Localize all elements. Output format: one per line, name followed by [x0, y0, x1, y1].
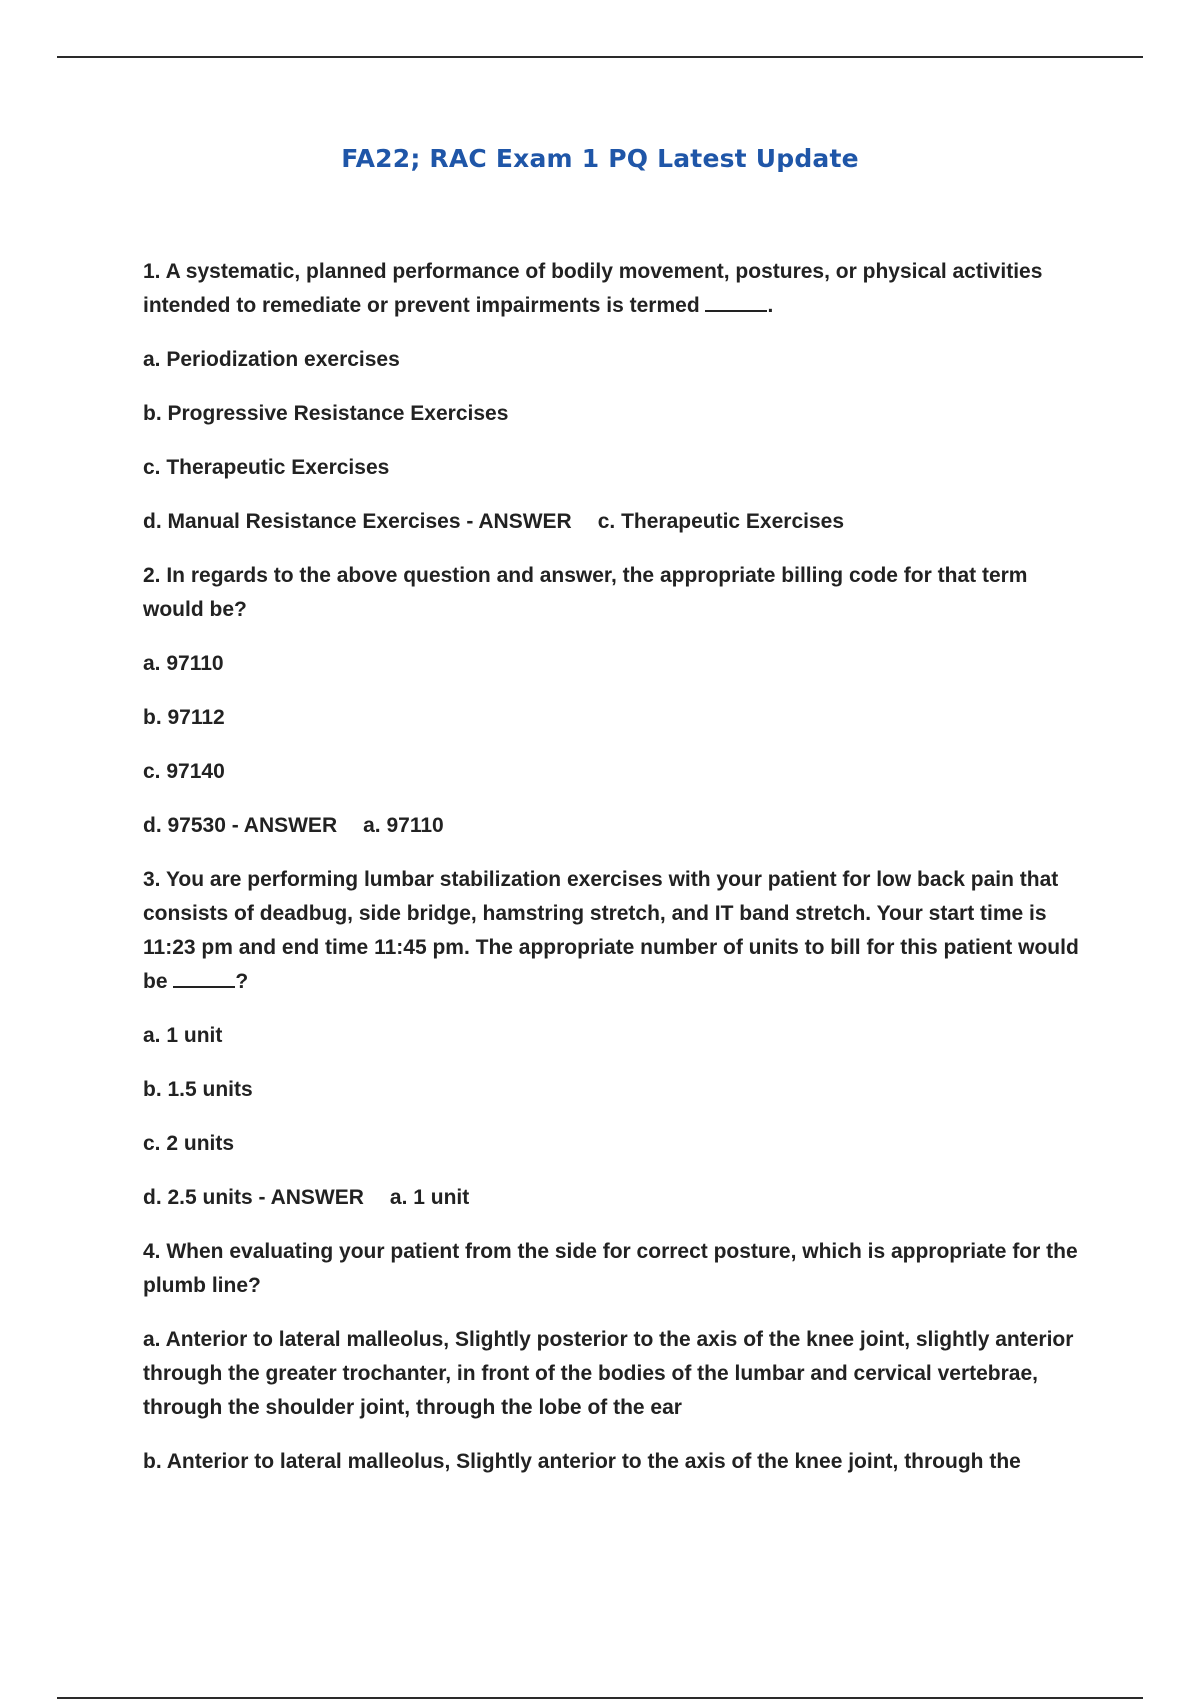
question-4-stem: 4. When evaluating your patient from the side for correct posture, which is appropriate for the plumb line? [143, 1240, 1078, 1297]
question-3-stem: 3. You are performing lumbar stabilization exercises with your patient for low back pain that consists of deadbug, side bridge, hamstring stretch, and IT band stretch. Your start time is 11:23 pm and end time 11:45 pm. The appropriate number of units to bill for this patient would be ? [143, 868, 1079, 993]
question-3-option-c: c. 2 units [143, 1132, 235, 1155]
question-3-answer: a. 1 unit [389, 1186, 470, 1209]
question-2-option-a: a. 97110 [143, 652, 224, 675]
question-2-answer: a. 97110 [363, 814, 444, 837]
question-3-option-b: b. 1.5 units [143, 1078, 253, 1101]
question-2-option-d: d. 97530 - ANSWER a. 97110 [143, 814, 444, 837]
question-1-option-b: b. Progressive Resistance Exercises [143, 402, 509, 425]
question-1-option-c: c. Therapeutic Exercises [143, 456, 390, 479]
document-body [143, 255, 1093, 1499]
fill-in-blank [705, 293, 767, 312]
header-rule [57, 56, 1143, 58]
question-1-option-d: d. Manual Resistance Exercises - ANSWER c. Therapeutic Exercises [143, 510, 845, 533]
question-1-stem: 1. A systematic, planned performance of bodily movement, postures, or physical activities intended to remediate or prevent impairments is termed . [143, 260, 1043, 317]
question-2-option-b: b. 97112 [143, 706, 225, 729]
fill-in-blank [173, 969, 235, 988]
question-4-option-b: b. Anterior to lateral malleolus, Slightly anterior to the axis of the knee joint, through the [143, 1450, 1021, 1473]
question-2-option-c: c. 97140 [143, 760, 225, 783]
question-1-option-a: a. Periodization exercises [143, 348, 400, 371]
question-2-stem: 2. In regards to the above question and answer, the appropriate billing code for that term would be? [143, 564, 1028, 621]
question-1-answer: c. Therapeutic Exercises [597, 510, 845, 533]
question-3-option-a: a. 1 unit [143, 1024, 223, 1047]
footer-rule [57, 1697, 1143, 1699]
question-4-option-a: a. Anterior to lateral malleolus, Slightly posterior to the axis of the knee joint, slightly anterior through the greater trochanter, in front of the bodies of the lumbar and cervical vertebrae, through the shoulder joint, through the lobe of the ear [143, 1328, 1074, 1419]
document-title: FA22; RAC Exam 1 PQ Latest Update [341, 144, 859, 173]
question-3-option-d: d. 2.5 units - ANSWER a. 1 unit [143, 1186, 470, 1209]
